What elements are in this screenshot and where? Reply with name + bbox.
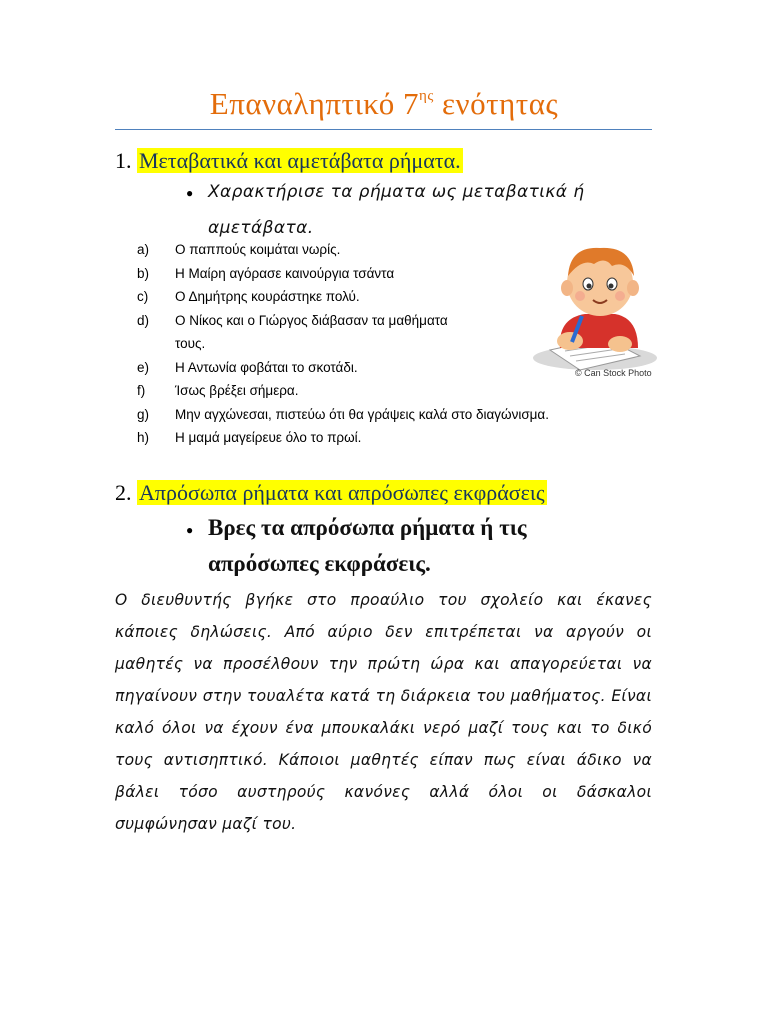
section2-title: Απρόσωπα ρήματα και απρόσωπες εκφράσεις [139,480,545,505]
list-item: c) Ο Δημήτρης κουράστηκε πολύ. [137,289,360,304]
boy-writing-illustration [530,238,660,383]
bullet-icon: ● [186,523,194,537]
title-divider [115,129,652,130]
section2-heading [115,480,547,506]
list-item: f) Ίσως βρέξει σήμερα. [137,383,299,398]
bullet-icon: ● [186,186,194,200]
title-superscript: ης [418,88,434,104]
section2-paragraph: Ο διευθυντής βγήκε στο προαύλιο του σχολείο και έκανες κάποιες δηλώσεις. Από αύριο δεν επιτρέπεται να αργούν οι μαθητές να προσέλθουν την πρώτη ώρα και απαγορεύεται να πηγαίνουν στην τουαλέτα κατά τη διάρκεια του μαθήματος. Είναι καλό όλοι να έχουν ένα μπουκαλάκι νερό μαζί τους και το δικό τους αντισηπτικό. Κάποιοι μαθητές είπαν πως είναι άδικο να βάλει τόσο αυστηρούς κανόνες αλλά όλοι οι δάσκαλοι συμφώνησαν μαζί του. [115,591,652,833]
section1-title: Μεταβατικά και αμετάβατα ρήματα. [139,148,461,173]
list-item: b) Η Μαίρη αγόρασε καινούργια τσάντα [137,265,395,281]
page-title: Επαναληπτικό $7^{\eta\varsigma}$ ενότητας [209,86,559,121]
image-credit: © Can Stock Photo [575,368,652,378]
list-item: τους. [175,336,206,351]
section2-instruction: Βρες τα απρόσωπα ρήματα ή τις απρόσωπες εκφράσεις. [208,515,527,576]
list-item: g) Μην αγχώνεσαι, πιστεύω ότι θα γράψεις καλά στο διαγώνισμα. [137,406,549,422]
section1-instruction: Χαρακτήρισε τα ρήματα ως μεταβατικά ή αμετάβατα. [208,182,585,238]
section1-number: 1. [115,148,132,173]
list-item: h) Η μαμά μαγείρευε όλο το πρωί. [137,430,362,445]
list-item: a) Ο παππούς κοιμάται νωρίς. [137,242,341,257]
section1-heading [115,148,463,174]
list-item: d) Ο Νίκος και ο Γιώργος διάβασαν τα μαθήματα [137,312,448,328]
section2-number: 2. [115,480,132,505]
list-item: e) Η Αντωνία φοβάται το σκοτάδι. [137,359,358,375]
